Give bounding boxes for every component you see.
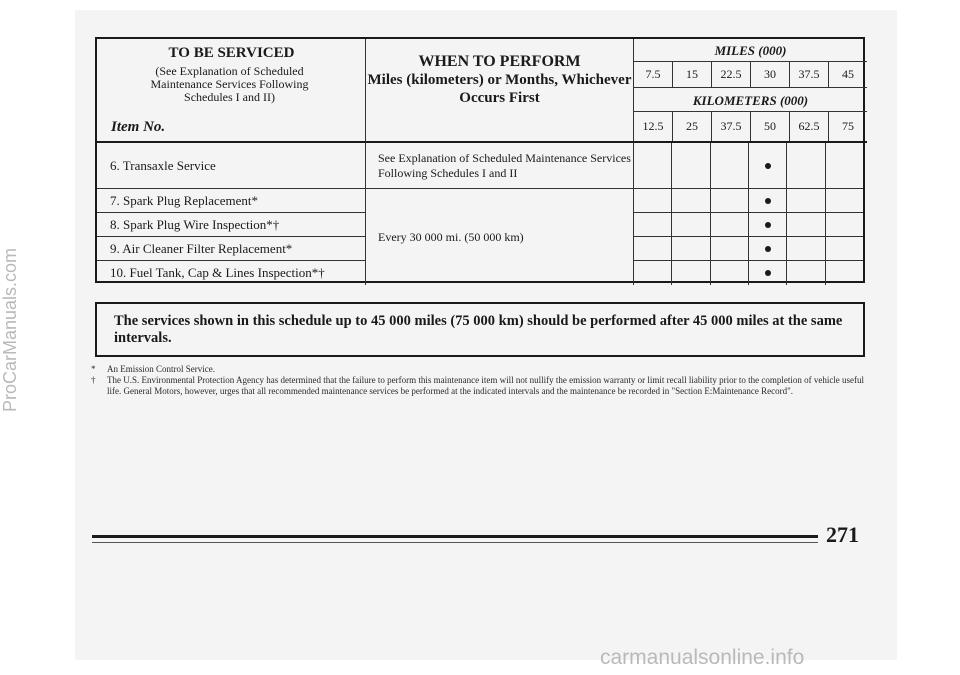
- cell: [671, 237, 709, 261]
- service-mark: [765, 163, 771, 169]
- miles-col-2: 15: [672, 62, 711, 87]
- row-cells: [634, 143, 863, 189]
- miles-label: MILES (000): [634, 39, 867, 62]
- cell: [786, 189, 824, 213]
- repeat-interval-note: The services shown in this schedule up to 45 000 miles (75 000 km) should be performed after 45 000 miles at the same intervals.: [95, 302, 865, 357]
- km-label: KILOMETERS (000): [634, 87, 867, 112]
- side-watermark: ProCarManuals.com: [0, 247, 20, 413]
- miles-col-3: 22.5: [711, 62, 750, 87]
- when-transaxle: See Explanation of Scheduled Maintenance Services Following Schedules I and II: [366, 143, 634, 189]
- km-col-2: 25: [672, 112, 711, 141]
- table-row: 9. Air Cleaner Filter Replacement*: [97, 237, 366, 261]
- cell: [634, 189, 671, 213]
- page-number: 271: [826, 522, 859, 547]
- cell: [748, 213, 786, 237]
- km-col-6: 75: [828, 112, 867, 141]
- when-every-30000: Every 30 000 mi. (50 000 km): [366, 189, 634, 285]
- cell: [710, 189, 748, 213]
- cell: [825, 261, 863, 285]
- cell: [634, 213, 671, 237]
- to-be-serviced-subtitle: (See Explanation of Scheduled Maintenance Services Following Schedules I and II): [150, 64, 309, 104]
- cell: [825, 189, 863, 213]
- km-col-1: 12.5: [642, 119, 664, 133]
- miles-col-5: 37.5: [789, 62, 828, 87]
- miles-col-6: 45: [828, 62, 867, 87]
- row-cells: [634, 189, 863, 213]
- miles-col-1: 7.5: [645, 67, 661, 81]
- cell: [634, 261, 671, 285]
- cell: [786, 143, 824, 189]
- row-cells: [634, 213, 863, 237]
- when-to-perform-subtitle: Miles (kilometers) or Months, Whichever Occurs First: [367, 72, 632, 106]
- cell: [748, 261, 786, 285]
- cell: [825, 213, 863, 237]
- cell: [710, 213, 748, 237]
- footer-rule-thin: [92, 542, 818, 543]
- cell: [786, 213, 824, 237]
- to-be-serviced-title: TO BE SERVICED: [168, 45, 295, 61]
- item-no-label: Item No.: [111, 119, 166, 135]
- footnote-emission: [91, 364, 871, 375]
- service-mark: [765, 270, 771, 276]
- table-row: 8. Spark Plug Wire Inspection*†: [97, 213, 366, 237]
- cell: [634, 143, 671, 189]
- km-col-5: 62.5: [789, 112, 828, 141]
- maintenance-schedule-table: [95, 37, 865, 283]
- cell: [825, 237, 863, 261]
- footnote-dagger-mark: †: [91, 375, 96, 385]
- table-row: 7. Spark Plug Replacement*: [97, 189, 366, 213]
- service-mark: [765, 222, 771, 228]
- footer-rule: [92, 535, 818, 538]
- cell: [671, 261, 709, 285]
- cell: [786, 237, 824, 261]
- table-row: 6. Transaxle Service: [97, 143, 366, 189]
- footnote-epa: [91, 375, 871, 397]
- cell: [710, 237, 748, 261]
- footnotes: [91, 364, 871, 397]
- service-mark: [765, 198, 771, 204]
- cell: [710, 143, 748, 189]
- cell: [634, 237, 671, 261]
- footnote-star-mark: *: [91, 364, 96, 374]
- cell: [825, 143, 863, 189]
- km-col-3: 37.5: [711, 112, 750, 141]
- cell: [748, 237, 786, 261]
- cell: [748, 189, 786, 213]
- cell: [671, 143, 709, 189]
- cell: [671, 213, 709, 237]
- service-mark: [765, 246, 771, 252]
- cell: [786, 261, 824, 285]
- miles-row: [634, 62, 867, 87]
- when-to-perform-title: WHEN TO PERFORM: [418, 53, 581, 70]
- row-cells: [634, 237, 863, 261]
- when-to-perform-header: [366, 39, 634, 143]
- km-row: [634, 112, 867, 143]
- km-col-4: 50: [750, 112, 789, 141]
- bottom-watermark: carmanualsonline.info: [600, 646, 805, 669]
- to-be-serviced-header: [97, 39, 366, 143]
- footnote-star-text: An Emission Control Service.: [107, 364, 215, 374]
- miles-col-4: 30: [750, 62, 789, 87]
- cell: [748, 143, 786, 189]
- footnote-dagger-text: The U.S. Environmental Protection Agency has determined that the failure to perform this maintenance item will not nullify the emission warranty or limit recall liability prior to the completion of vehicle useful life. General Motors, however, urges that all recommended maintenance services be performed at the indicated intervals and the maintenance be recorded in "Section E:Maintenance Record".: [107, 375, 865, 396]
- table-row: 10. Fuel Tank, Cap & Lines Inspection*†: [97, 261, 366, 285]
- cell: [671, 189, 709, 213]
- row-cells: [634, 261, 863, 285]
- cell: [710, 261, 748, 285]
